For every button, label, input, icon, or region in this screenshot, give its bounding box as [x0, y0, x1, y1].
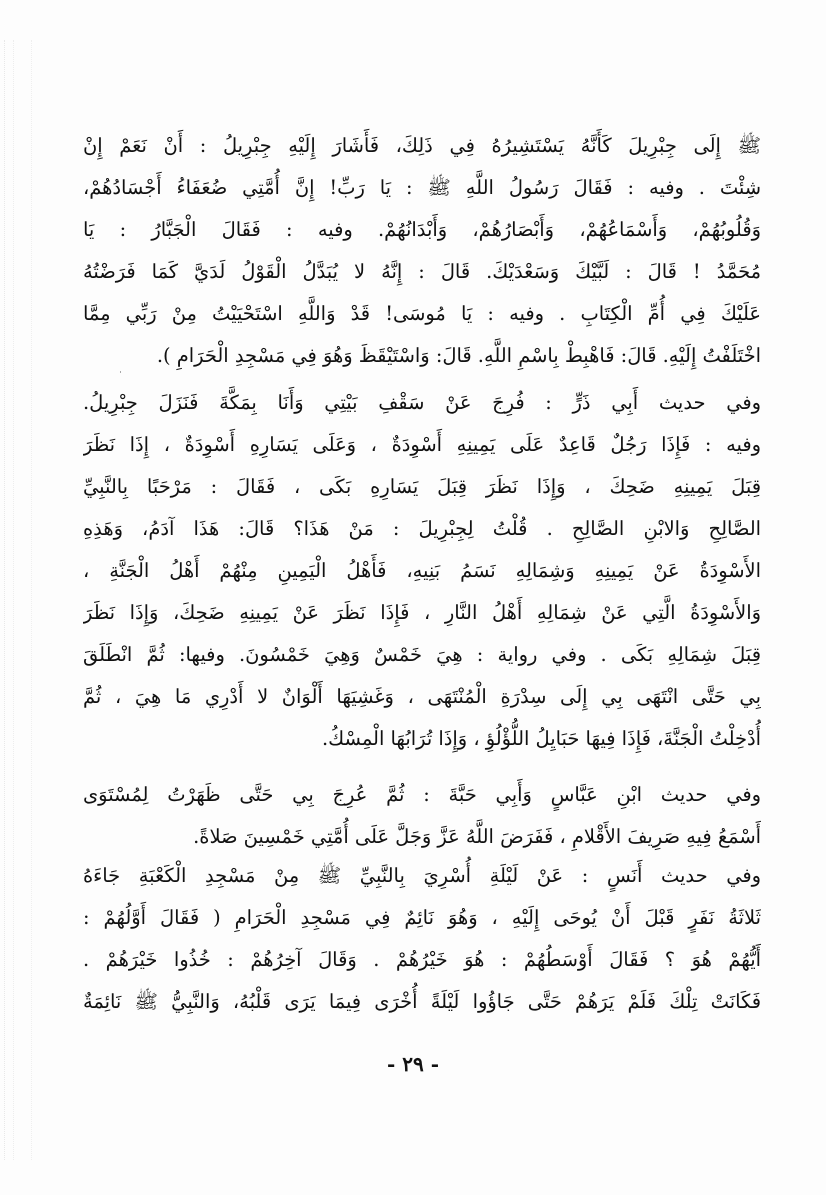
page-number: - ٢٩ -	[386, 1052, 439, 1076]
text-line: وفي حديث أَبِي ذَرٍّ : فُرِجَ عَنْ سَقْفِ بَيْتِي وَأَنَا بِمَكَّةَ فَنَزَلَ جِبْرِيلُ.	[83, 391, 761, 414]
binding-edge-shadow	[4, 40, 32, 1160]
text-line: وفي حديث أَنَسٍ : عَنْ لَيْلَةِ أُسْرِيَ بِالنَّبِيِّ ﷺ مِنْ مَسْجِدِ الْكَعْبَةِ جَاءَهُ	[83, 864, 761, 887]
text-line: أَيُّهُمْ هُوَ ؟ فَقَالَ أَوْسَطُهُمْ : هُوَ خَيْرُهُمْ . وَقَالَ آخِرُهُمْ : خُذُوا خَيْرَهُمْ .	[83, 948, 761, 971]
paragraph-2	[83, 382, 761, 760]
text-line: شِئْتَ . وفيه : فَقَالَ رَسُولُ اللَّهِ ﷺ : يَا رَبِّ! إِنَّ أُمَّتِي ضُعَفَاءُ أَجْسَادُهُمْ،	[83, 176, 761, 199]
paragraph-1	[83, 125, 761, 377]
text-line: قِبَلَ شِمَالِهِ بَكَى . وفي رواية : هِيَ خَمْسٌ وَهِيَ خَمْسُونَ. وفيها: ثُمَّ انْطَلَقَ	[83, 643, 761, 666]
text-line: وَالأَسْوِدَةُ الَّتِي عَنْ شِمَالِهِ أَهْلُ النَّارِ ، فَإِذَا نَظَرَ عَنْ يَمِينِهِ ضَحِكَ، وَإِذَا نَظَرَ	[83, 601, 761, 624]
text-line: أُدْخِلْتُ الْجَنَّةَ، فَإِذَا فِيهَا حَبَايِلُ اللُّؤْلُؤِ ، وَإِذَا تُرَابُهَا الْمِسْكُ.	[322, 727, 761, 750]
text-line: اخْتَلَفْتُ إِلَيْهِ. قَالَ: فَاهْبِطْ بِاسْمِ اللَّهِ. قَالَ: وَاسْتَيْقَظَ وَهُوَ فِي مَسْجِدِ الْحَرَامِ ).	[156, 344, 761, 367]
paragraph-3	[83, 774, 761, 858]
text-line: بِي حَتَّى انْتَهَى بِي إِلَى سِدْرَةِ الْمُنْتَهَى ، وَغَشِيَهَا أَلْوَانٌ لا أَدْرِي مَا هِيَ ، ثُمَّ	[83, 685, 761, 708]
text-line: وفيه : فَإِذَا رَجُلٌ قَاعِدٌ عَلَى يَمِينِهِ أَسْوِدَةٌ ، وَعَلَى يَسَارِهِ أَسْوِدَةٌ ، إِذَا نَظَرَ	[83, 433, 761, 456]
text-line: الأَسْوِدَةُ عَنْ يَمِينِهِ وَشِمَالِهِ نَسَمُ بَنِيهِ، فَأَهْلُ الْيَمِينِ مِنْهُمْ أَهْلُ الْجَنَّةِ ،	[83, 559, 761, 582]
text-line: أَسْمَعُ فِيهِ صَرِيفَ الأَقْلامِ ، فَفَرَضَ اللَّهُ عَزَّ وَجَلَّ عَلَى أُمَّتِي خَمْسِينَ صَلاةً.	[193, 825, 761, 848]
text-line: وَقُلُوبُهُمْ، وَأَسْمَاعُهُمْ، وَأَبْصَارُهُمْ، وَأَبْدَانُهُمْ. وفيه : فَقَالَ الْجَبَّارُ : يَا	[83, 218, 761, 241]
text-line: ﷺ إِلَى جِبْرِيلَ كَأَنَّهُ يَسْتَشِيرُهُ فِي ذَلِكَ، فَأَشَارَ إِلَيْهِ جِبْرِيلُ : أَنْ نَعَمْ إِنْ	[83, 134, 761, 157]
text-line: مُحَمَّدُ ! قَالَ : لَبَّيْكَ وَسَعْدَيْكَ. قَالَ : إِنَّهُ لا يُبَدَّلُ الْقَوْلُ لَدَيَّ كَمَا فَرَضْتُهُ	[83, 260, 761, 283]
text-line: وفي حديث ابْنِ عَبَّاسٍ وَأَبِي حَبَّةَ : ثُمَّ عُرِجَ بِي حَتَّى ظَهَرْتُ لِمُسْتَوَى	[83, 783, 761, 806]
text-line: ثَلاثَةُ نَفَرٍ قَبْلَ أَنْ يُوحَى إِلَيْهِ ، وَهُوَ نَائِمٌ فِي مَسْجِدِ الْحَرَامِ ( فَقَالَ أَوَّلُهُمْ :	[83, 906, 761, 929]
scan-speck: ˙	[118, 371, 123, 382]
text-line: الصَّالِحِ وَالابْنِ الصَّالِحِ . قُلْتُ لِجِبْرِيلَ : مَنْ هَذَا؟ قَالَ: هَذَا آدَمُ، وَهَذِهِ	[83, 517, 761, 540]
text-line: عَلَيْكَ فِي أُمِّ الْكِتَابِ . وفيه : يَا مُوسَى! قَدْ وَاللَّهِ اسْتَحْيَيْتُ مِنْ رَبِّي مِمَّا	[83, 302, 761, 325]
text-line: فَكَانَتْ تِلْكَ فَلَمْ يَرَهُمْ حَتَّى جَاؤُوا لَيْلَةً أُخْرَى فِيمَا يَرَى قَلْبُهُ، وَالنَّبِيُّ ﷺ نَائِمَةٌ	[83, 990, 761, 1013]
paragraph-4	[83, 855, 761, 1023]
text-line: قِبَلَ يَمِينِهِ ضَحِكَ ، وَإِذَا نَظَرَ قِبَلَ يَسَارِهِ بَكَى ، فَقَالَ : مَرْحَبًا بِالنَّبِيِّ	[83, 475, 761, 498]
